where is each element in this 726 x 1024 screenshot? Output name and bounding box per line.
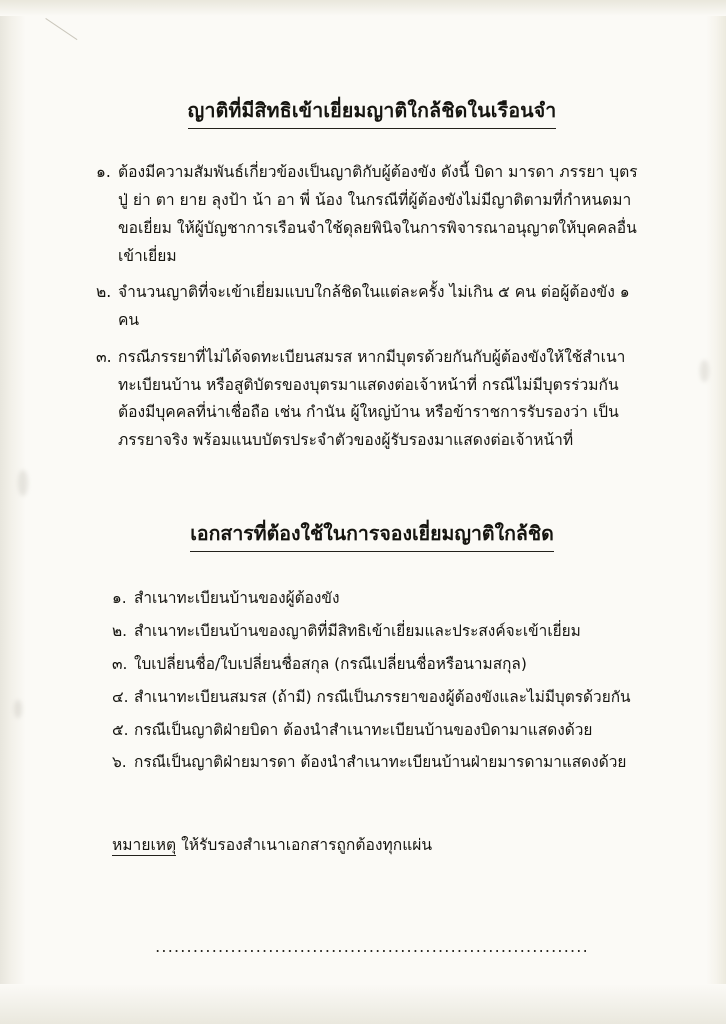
list-item (112, 652, 648, 678)
document-text: สำเนาทะเบียนบ้านของญาติที่มีสิทธิเข้าเยี่ยมและประสงค์จะเข้าเยี่ยม (134, 621, 581, 640)
list-item (96, 279, 648, 335)
note-text: ให้รับรองสำเนาเอกสารถูกต้องทุกแผ่น (181, 836, 433, 855)
note-label: หมายเหตุ (112, 836, 177, 855)
rule-number: ๑. (96, 163, 111, 182)
rule-text: กรณีภรรยาที่ไม่ได้จดทะเบียนสมรส หากมีบุตรด้วยกันกับผู้ต้องขังให้ใช้สำเนาทะเบียนบ้าน หรือสูติบัตรของบุตรมาแสดงต่อเจ้าหน้าที่ กรณีไม่มีบุตรร่วมกัน ต้องมีบุคคลที่น่าเชื่อถือ เช่น กำนัน ผู้ใหญ่บ้าน หรือข้าราชการรับรองว่า เป็นภรรยาจริง พร้อมแนบบัตรประจำตัวของผู้รับรองมาแสดงต่อเจ้าหน้าที่ (118, 347, 626, 449)
document-number: ๑. (112, 589, 127, 607)
rule-text: ต้องมีความสัมพันธ์เกี่ยวข้องเป็นญาติกับผู้ต้องขัง ดังนี้ บิดา มารดา ภรรยา บุตร ปู่ ย่า ตา ยาย ลุงป้า น้า อา พี่ น้อง ในกรณีที่ผู้ต้องขังไม่มีญาติตามที่กำหนดมาขอเยี่ยม ให้ผู้บัญชาการเรือนจำใช้ดุลยพินิจในการพิจารณาอนุญาตให้บุคคลอื่นเข้าเยี่ยม (118, 163, 638, 265)
document-text: กรณีเป็นญาติฝ่ายบิดา ต้องนำสำเนาทะเบียนบ้านของบิดามาแสดงด้วย (134, 720, 593, 739)
subtitle-block (96, 519, 648, 552)
list-item (96, 159, 648, 270)
page-edge-bottom (0, 984, 726, 1024)
list-item (112, 685, 648, 711)
required-documents-list (96, 586, 648, 776)
rule-number: ๒. (96, 283, 112, 302)
document-text: สำเนาทะเบียนบ้านของผู้ต้องขัง (134, 589, 340, 607)
rule-text: จำนวนญาติที่จะเข้าเยี่ยมแบบใกล้ชิดในแต่ละครั้ง ไม่เกิน ๕ คน ต่อผู้ต้องขัง ๑ คน (118, 283, 630, 329)
document-number: ๒. (112, 621, 128, 640)
rule-number: ๓. (96, 347, 112, 366)
list-item (112, 619, 648, 645)
document-number: ๓. (112, 654, 128, 673)
page-title (96, 96, 648, 129)
list-item (96, 344, 648, 455)
list-item (112, 750, 648, 776)
document-text: กรณีเป็นญาติฝ่ายมารดา ต้องนำสำเนาทะเบียนบ้านฝ่ายมารดามาแสดงด้วย (134, 753, 627, 772)
document-text: สำเนาทะเบียนสมรส (ถ้ามี) กรณีเป็นภรรยาของผู้ต้องขังและไม่มีบุตรด้วยกัน (134, 687, 631, 706)
section-subtitle: เอกสารที่ต้องใช้ในการจองเยี่ยมญาติใกล้ชิด (190, 519, 554, 552)
page-title-text: ญาติที่มีสิทธิเข้าเยี่ยมญาติใกล้ชิดในเรือนจำ (188, 96, 557, 129)
document-number: ๖. (112, 753, 127, 772)
list-item (112, 718, 648, 744)
document-text: ใบเปลี่ยนชื่อ/ใบเปลี่ยนชื่อสกุล (กรณีเปลี่ยนชื่อหรือนามสกุล) (134, 654, 527, 673)
document-number: ๕. (112, 720, 129, 739)
footer-dotted-line: ..................................................................... (155, 936, 589, 956)
note-block (96, 832, 648, 859)
list-item (112, 586, 648, 612)
document-number: ๔. (112, 687, 129, 706)
title-block (96, 96, 648, 129)
rules-list (96, 159, 648, 455)
